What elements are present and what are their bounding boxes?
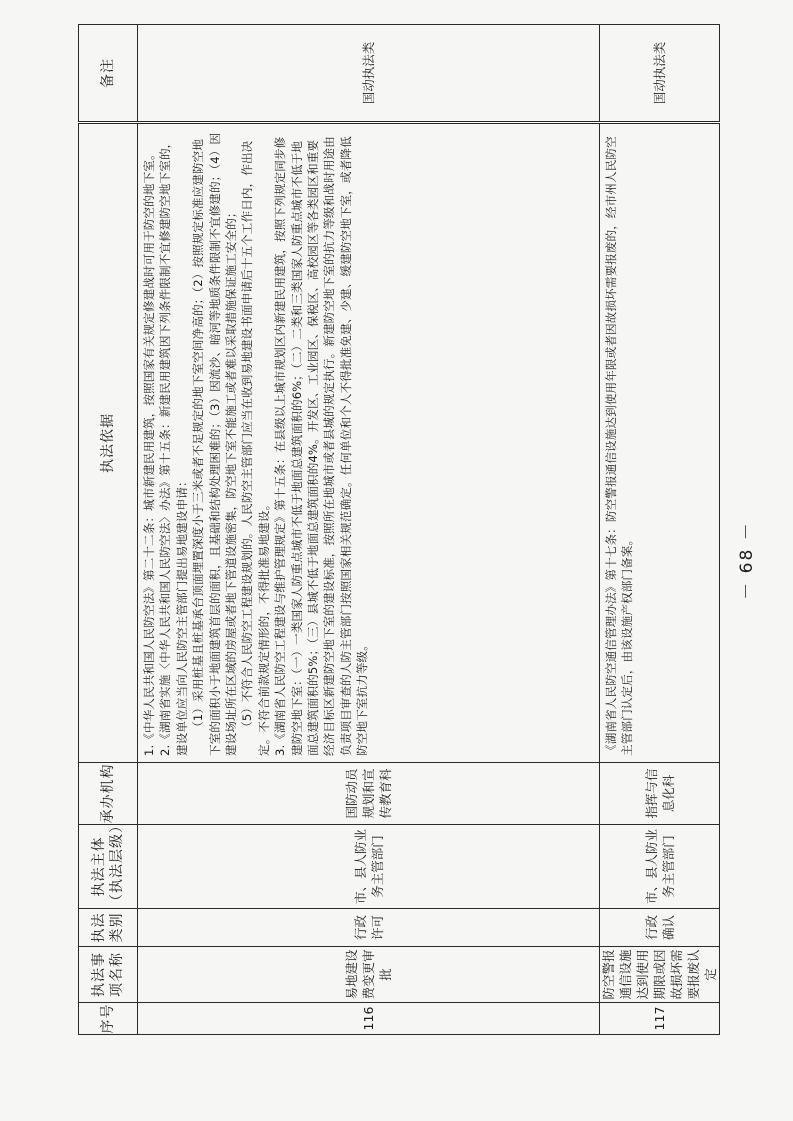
row-category: 行政确认 bbox=[600, 909, 720, 947]
row-subject: 市、县人防业务主管部门 bbox=[138, 825, 600, 909]
table-row bbox=[138, 25, 600, 1035]
basis-paragraph: 1.《中华人民共和国人民防空法》第二十二条：城市新建民用建筑，按照国家有关规定修建战时可用于防空的地下室。 bbox=[142, 148, 156, 756]
enforcement-table bbox=[78, 24, 720, 1035]
basis-paragraph: 2.《湖南省实施〈中华人民共和国人民防空法〉办法》第十五条：新建民用建筑因下列条件限制不宜修建防空地下室的，建设单位应当向人民防空主管部门提出易地建设申请： bbox=[158, 136, 189, 756]
row-item-name: 防空警报通信设施达到使用期限或因故损坏需要报废认定 bbox=[600, 947, 720, 1003]
basis-paragraph: （5）不符合人民防空工程建设规划的。人民防空主管部门应当在收到易地建设书面申请后十五个工作日内，作出决定。不符合前款规定情形的，不得批准易地建设。 bbox=[240, 140, 271, 756]
header-note: 备注 bbox=[79, 25, 138, 123]
header-seq: 序号 bbox=[79, 1003, 138, 1035]
header-subject: 执法主体（执法层级） bbox=[79, 825, 138, 909]
header-agency: 承办机构 bbox=[79, 763, 138, 825]
basis-paragraph: （1）采用桩基且桩基承台顶面埋置深度小于三米或者不足规定的地下室空间净高的；（2）按照规定标准应建防空地下室的面积小于地面建筑首层的面积，且基础和结构处理困难的；（3）因流沙、暗河等地质条件限制不宜修建的；（4）因建设场址所在区域的房屋或者地下管道设施密集，防空地下室不能施工或者难以采取措施保证施工安全的； bbox=[191, 132, 239, 756]
row-note: 国动执法类 bbox=[138, 25, 600, 123]
row-note: 国动执法类 bbox=[600, 25, 720, 123]
basis-paragraph: 3.《湖南省人民防空工程建设与维护管理规定》第十五条：在县级以上城市规划区内新建民用建筑，按照下列规定同步修建防空地下室：（一）一类国家人防重点城市不低于地面总建筑面积的6%；（二）二类和三类国家人防重点城市不低于地面总建筑面积的5%；（三）县城不低于地面总建筑面积的4%。开发区、工业园区、保税区、高校园区等各类园区和重要经济目标区新建防空地下室的建设标准，按照所在地城市或者县城的规定执行。新建防空地下室的抗力等级和战时用途由负责项目审查的人防主管部门按照国家相关规范确定。任何单位和个人不得批准免建、少建、缓建防空地下室，或者降低防空地下室抗力等级。 bbox=[273, 136, 370, 756]
table-header-row bbox=[79, 25, 138, 1035]
row-basis bbox=[138, 123, 600, 763]
row-basis bbox=[600, 123, 720, 763]
row-agency: 指挥与信息化科 bbox=[600, 763, 720, 825]
header-name: 执法事项名称 bbox=[79, 947, 138, 1003]
page-number: － 68 － bbox=[737, 521, 757, 600]
header-basis: 执法依据 bbox=[79, 123, 138, 763]
row-seq: 116 bbox=[138, 1003, 600, 1035]
header-category: 执法类别 bbox=[79, 909, 138, 947]
row-agency: 国防动员规划和宣传教育科 bbox=[138, 763, 600, 825]
basis-paragraph: 《湖南省人民防空通信管理办法》第十七条：防空警报通信设施达到使用年限或者因故损坏需要报废的，经市州人民防空主管部门认定后，由该设施产权部门备案。 bbox=[604, 136, 635, 756]
row-subject: 市、县人防业务主管部门 bbox=[600, 825, 720, 909]
row-seq: 117 bbox=[600, 1003, 720, 1035]
table-row bbox=[600, 25, 720, 1035]
row-category: 行政许可 bbox=[138, 909, 600, 947]
row-item-name: 易地建设费变更审批 bbox=[138, 947, 600, 1003]
